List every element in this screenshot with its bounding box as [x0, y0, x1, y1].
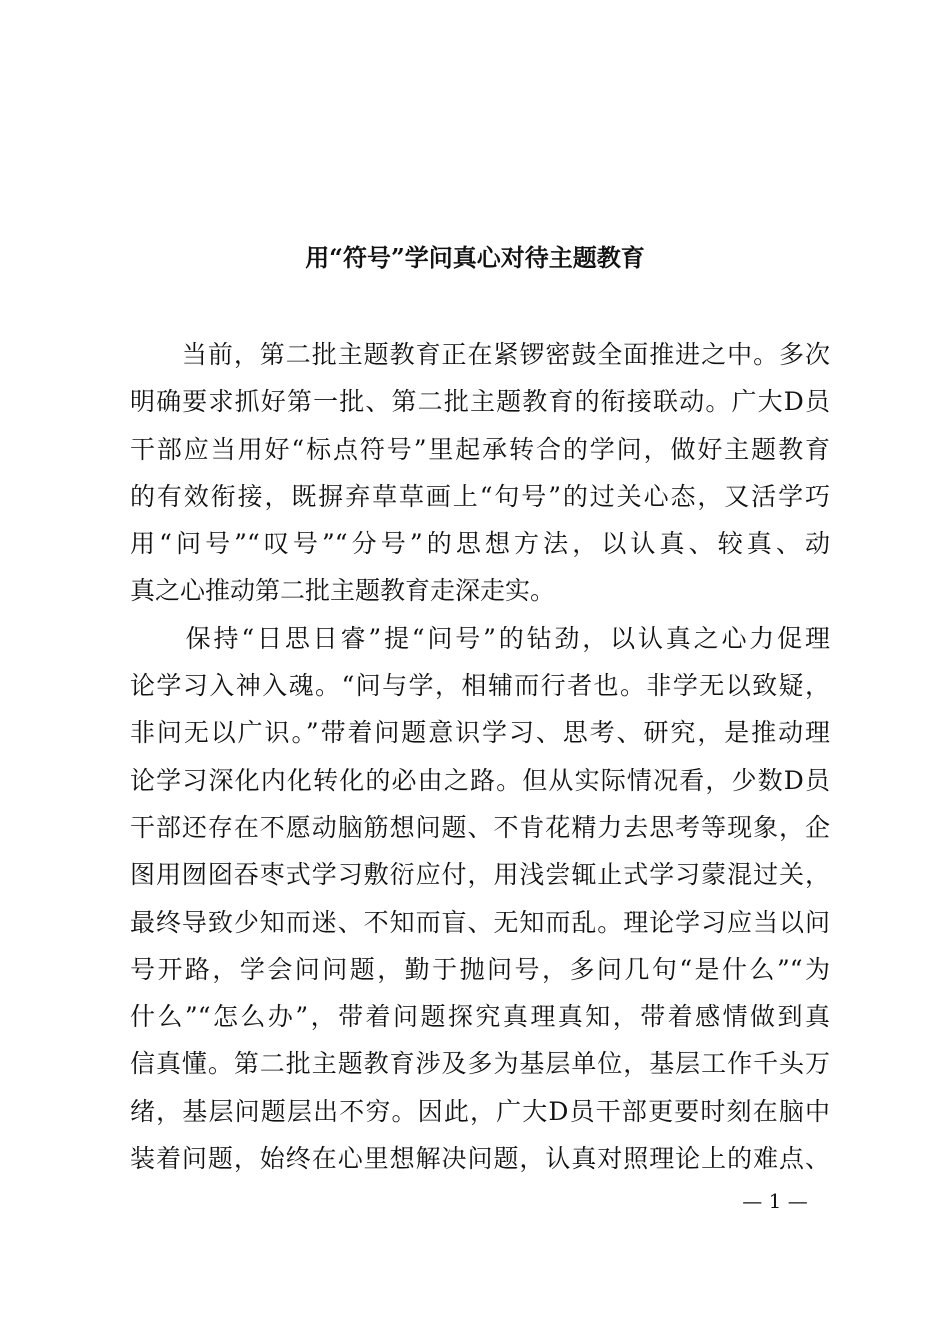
text-line: 干部还存在不愿动脑筋想问题、不肯花精力去思考等现象，企: [130, 812, 830, 842]
text-line: 非问无以广识。”带着问题意识学习、思考、研究，是推动理: [130, 718, 830, 748]
text-line: 明确要求抓好第一批、第二批主题教育的衔接联动。广大D员: [130, 387, 830, 417]
text-line: 装着问题，始终在心里想解决问题，认真对照理论上的难点、: [130, 1144, 830, 1174]
text-line: 论学习深化内化转化的必由之路。但从实际情况看，少数D员: [130, 765, 830, 795]
text-line: 论学习入神入魂。“问与学，相辅而行者也。非学无以致疑，: [130, 671, 830, 701]
text-line: 的有效衔接，既摒弃草草画上“句号”的过关心态，又活学巧: [130, 481, 830, 511]
text-line: 干部应当用好“标点符号”里起承转合的学问，做好主题教育: [130, 434, 830, 464]
page-number: — 1 —: [742, 1189, 808, 1213]
text-line: 什么”“怎么办”，带着问题探究真理真知，带着感情做到真: [130, 1002, 830, 1032]
paragraph-1: [130, 331, 830, 615]
text-line: 真之心推动第二批主题教育走深走实。: [130, 576, 556, 606]
text-line: 绪，基层问题层出不穷。因此，广大D员干部更要时刻在脑中: [130, 1096, 830, 1126]
paragraph-2: [130, 615, 830, 1183]
text-line: 保持“日思日睿”提“问号”的钻劲，以认真之心力促理: [130, 623, 830, 653]
text-line: 图用囫囵吞枣式学习敷衍应付，用浅尝辄止式学习蒙混过关，: [130, 860, 830, 890]
document-body: [130, 331, 830, 1182]
text-line: 号开路，学会问问题，勤于抛问号，多问几句“是什么”“为: [130, 954, 830, 984]
document-title: 用“符号”学问真心对待主题教育: [305, 243, 645, 272]
text-line: 最终导致少知而迷、不知而盲、无知而乱。理论学习应当以问: [130, 907, 830, 937]
text-line: 用“问号”“叹号”“分号”的思想方法，以认真、较真、动: [130, 529, 830, 559]
text-line: 信真懂。第二批主题教育涉及多为基层单位，基层工作千头万: [130, 1049, 830, 1079]
text-line: 当前，第二批主题教育正在紧锣密鼓全面推进之中。多次: [130, 340, 830, 369]
